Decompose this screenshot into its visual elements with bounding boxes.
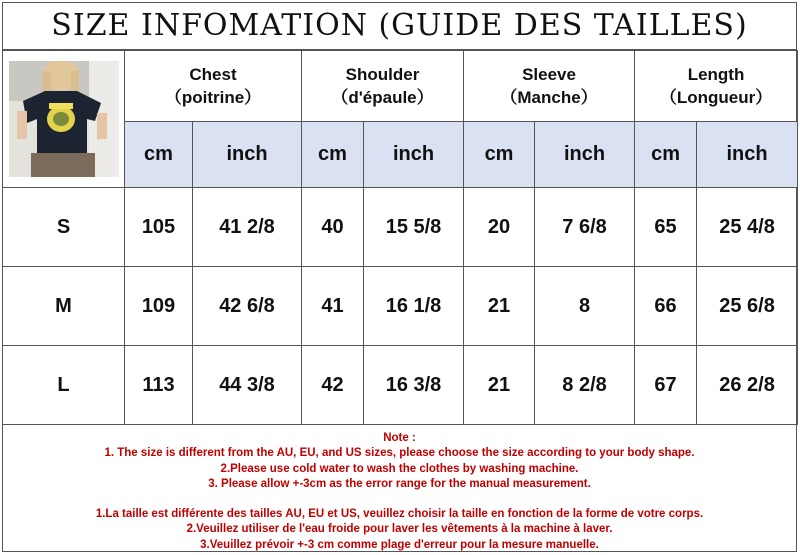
shoulder-inch: 16 3/8 bbox=[364, 346, 464, 425]
chest-inch: 44 3/8 bbox=[193, 346, 302, 425]
unit-inch: inch bbox=[535, 122, 635, 188]
sleeve-cm: 21 bbox=[464, 346, 535, 425]
size-label: S bbox=[3, 188, 125, 267]
length-inch: 26 2/8 bbox=[697, 346, 798, 425]
unit-cm: cm bbox=[635, 122, 697, 188]
unit-inch: inch bbox=[697, 122, 798, 188]
header-chest-name: Chest bbox=[189, 65, 237, 84]
shoulder-inch: 15 5/8 bbox=[364, 188, 464, 267]
sleeve-cm: 21 bbox=[464, 267, 535, 346]
sleeve-inch: 8 bbox=[535, 267, 635, 346]
sleeve-inch: 8 2/8 bbox=[535, 346, 635, 425]
header-length-sub: （Longueur） bbox=[659, 88, 773, 107]
chest-cm: 113 bbox=[125, 346, 193, 425]
header-length-name: Length bbox=[687, 65, 745, 84]
photo-cell bbox=[3, 51, 125, 188]
title-bar bbox=[2, 2, 797, 50]
unit-cm: cm bbox=[125, 122, 193, 188]
header-shoulder-name: Shoulder bbox=[345, 65, 420, 84]
length-cm: 67 bbox=[635, 346, 697, 425]
unit-cm: cm bbox=[464, 122, 535, 188]
note-line-fr: 1.La taille est différente des tailles AU, EU et US, veuillez choisir la taille en fonction de la forme de votre corps. bbox=[95, 508, 704, 521]
length-inch: 25 4/8 bbox=[697, 188, 798, 267]
header-sleeve-sub: （Manche） bbox=[500, 88, 598, 107]
shoulder-cm: 42 bbox=[302, 346, 364, 425]
chest-inch: 42 6/8 bbox=[193, 267, 302, 346]
sleeve-cm: 20 bbox=[464, 188, 535, 267]
table-row bbox=[3, 188, 798, 267]
length-cm: 66 bbox=[635, 267, 697, 346]
note-line: 3. Please allow +-3cm as the error range for the manual measurement. bbox=[208, 477, 591, 490]
photo-image bbox=[9, 61, 119, 177]
header-length bbox=[635, 51, 798, 122]
note-line-fr: 3.Veuillez prévoir +-3 cm comme plage d'erreur pour la mesure manuelle. bbox=[200, 538, 599, 551]
unit-cm: cm bbox=[302, 122, 364, 188]
header-sleeve bbox=[464, 51, 635, 122]
chest-cm: 105 bbox=[125, 188, 193, 267]
size-label: M bbox=[3, 267, 125, 346]
size-table bbox=[2, 50, 798, 425]
note-spacer bbox=[2, 492, 797, 507]
unit-inch: inch bbox=[193, 122, 302, 188]
header-row bbox=[3, 51, 798, 122]
page-title: SIZE INFOMATION (GUIDE DES TAILLES) bbox=[51, 8, 748, 43]
chest-inch: 41 2/8 bbox=[193, 188, 302, 267]
note-line: 2.Please use cold water to wash the clothes by washing machine. bbox=[220, 462, 579, 475]
sleeve-inch: 7 6/8 bbox=[535, 188, 635, 267]
header-chest bbox=[125, 51, 302, 122]
header-sleeve-name: Sleeve bbox=[522, 65, 576, 84]
notes-heading: Note : bbox=[383, 432, 416, 444]
shoulder-inch: 16 1/8 bbox=[364, 267, 464, 346]
size-label: L bbox=[3, 346, 125, 425]
shoulder-cm: 40 bbox=[302, 188, 364, 267]
unit-inch: inch bbox=[364, 122, 464, 188]
header-shoulder-sub: （d'épaule） bbox=[331, 88, 434, 107]
header-chest-sub: （poitrine） bbox=[164, 88, 262, 107]
note-line-fr: 2.Veuillez utiliser de l'eau froide pour laver les vêtements à la machine à laver. bbox=[186, 523, 613, 536]
model-wearing-tshirt-photo bbox=[9, 61, 119, 177]
table-row bbox=[3, 267, 798, 346]
length-inch: 25 6/8 bbox=[697, 267, 798, 346]
notes-section bbox=[2, 425, 797, 552]
table-row bbox=[3, 346, 798, 425]
header-shoulder bbox=[302, 51, 464, 122]
shoulder-cm: 41 bbox=[302, 267, 364, 346]
length-cm: 65 bbox=[635, 188, 697, 267]
note-line: 1. The size is different from the AU, EU, and US sizes, please choose the size according to your body shape. bbox=[104, 447, 695, 460]
chest-cm: 109 bbox=[125, 267, 193, 346]
